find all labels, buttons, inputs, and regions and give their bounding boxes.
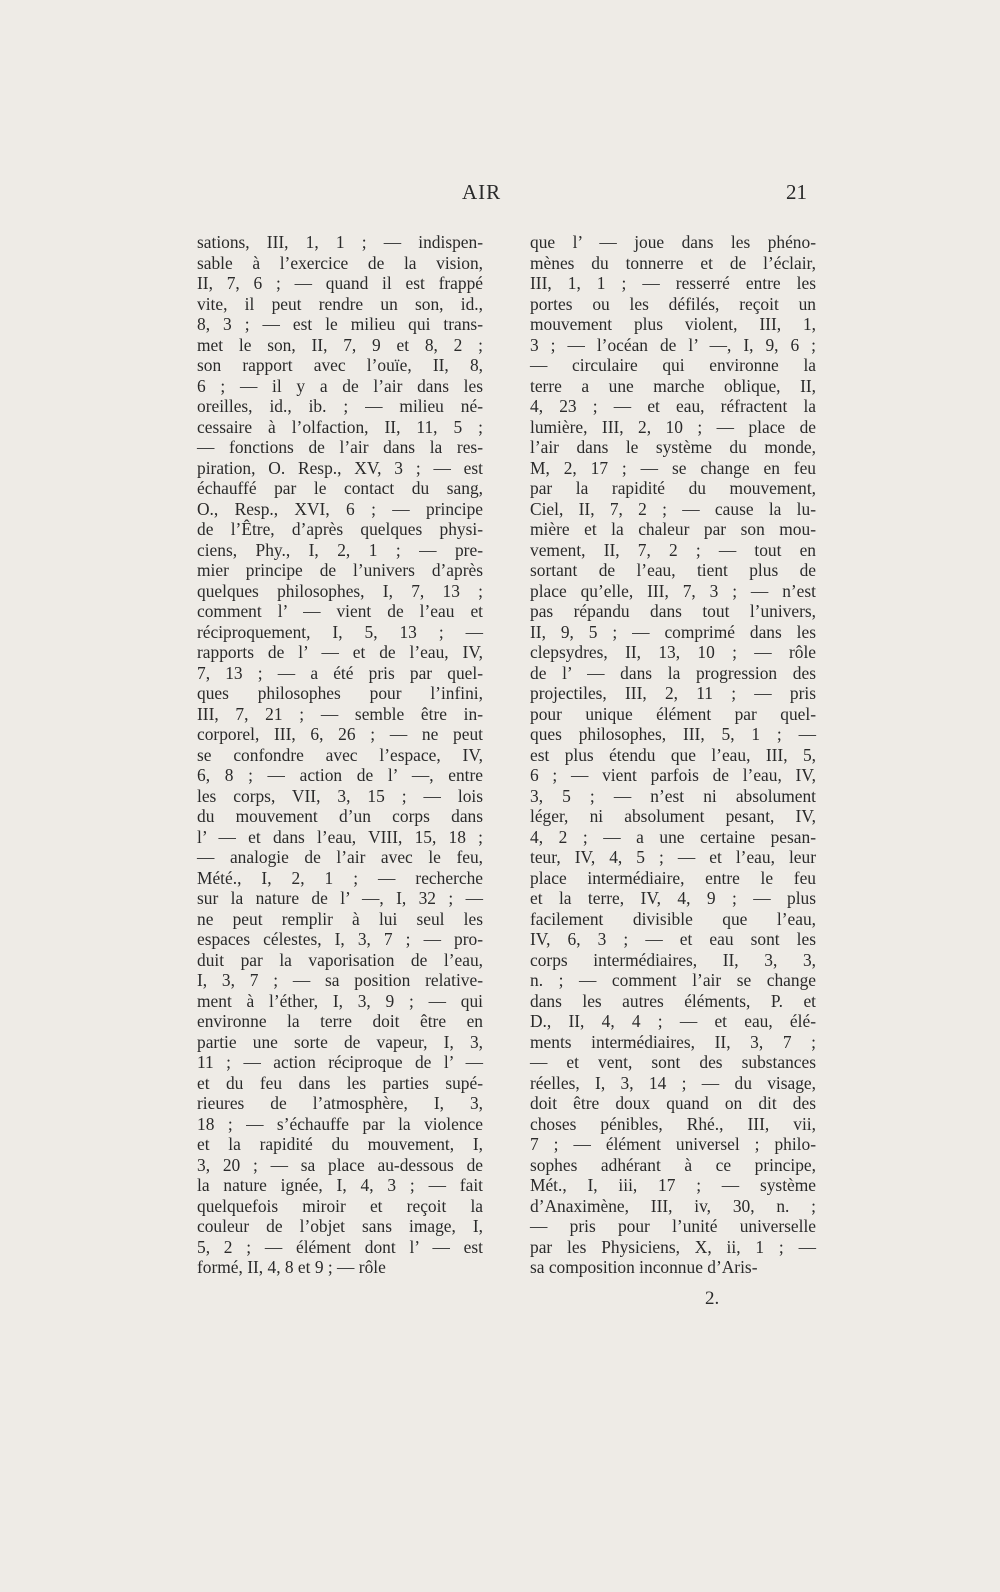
text-line: 3, 20 ; — sa place au-dessous de (197, 1154, 483, 1175)
left-column (197, 232, 483, 1278)
text-line: environne la terre doit être en (197, 1011, 483, 1031)
text-line: de l’Être, d’après quelques physi- (197, 519, 483, 539)
text-line: — analogie de l’air avec le feu, (197, 847, 483, 867)
text-line: 6 ; — vient parfois de l’eau, IV, (530, 765, 816, 785)
text-line: duit par la vaporisation de l’eau, (197, 949, 483, 970)
text-line: son rapport avec l’ouïe, II, 8, (197, 355, 483, 375)
text-line: sur la nature de l’ —, I, 32 ; — (197, 888, 483, 908)
text-line: — circulaire qui environne la (530, 355, 816, 375)
text-line: pas répandu dans tout l’univers, (530, 601, 816, 621)
text-line: ciens, Phy., I, 2, 1 ; — pre- (197, 539, 483, 560)
text-line: — et vent, sont des substances (530, 1052, 816, 1072)
text-line: couleur de l’objet sans image, I, (197, 1216, 483, 1236)
text-line: se confondre avec l’espace, IV, (197, 744, 483, 765)
text-line: III, 1, 1 ; — resserré entre les (530, 273, 816, 293)
running-head (0, 180, 1000, 210)
text-line: sations, III, 1, 1 ; — indispen- (197, 232, 483, 252)
text-line: pour unique élément par quel- (530, 703, 816, 724)
text-line: II, 9, 5 ; — comprimé dans les (530, 621, 816, 642)
text-line: comment l’ — vient de l’eau et (197, 601, 483, 621)
text-line: vite, il peut rendre un son, id., (197, 293, 483, 314)
text-line: par la rapidité du mouvement, (530, 478, 816, 498)
text-line: terre a une marche oblique, II, (530, 375, 816, 396)
right-column (530, 232, 816, 1278)
text-line: II, 7, 6 ; — quand il est frappé (197, 273, 483, 293)
text-line: portes ou les défilés, reçoit un (530, 293, 816, 314)
text-line: d’Anaximène, III, iv, 30, n. ; (530, 1195, 816, 1216)
text-line: ques philosophes, III, 5, 1 ; — (530, 724, 816, 744)
text-line: rieures de l’atmosphère, I, 3, (197, 1093, 483, 1113)
text-line: O., Resp., XVI, 6 ; — principe (197, 498, 483, 519)
text-line: facilement divisible que l’eau, (530, 908, 816, 929)
text-line: D., II, 4, 4 ; — et eau, élé- (530, 1011, 816, 1031)
text-line: M, 2, 17 ; — se change en feu (530, 457, 816, 478)
text-line: oreilles, id., ib. ; — milieu né- (197, 396, 483, 416)
text-line: réelles, I, 3, 14 ; — du visage, (530, 1072, 816, 1093)
text-line: — pris pour l’unité universelle (530, 1216, 816, 1236)
text-line: réciproquement, I, 5, 13 ; — (197, 621, 483, 642)
text-line: place intermédiaire, entre le feu (530, 867, 816, 888)
text-line: I, 3, 7 ; — sa position relative- (197, 970, 483, 990)
page-number: 21 (786, 180, 807, 204)
text-line: l’ — et dans l’eau, VIII, 15, 18 ; (197, 826, 483, 847)
text-line: IV, 6, 3 ; — et eau sont les (530, 929, 816, 949)
text-line: n. ; — comment l’air se change (530, 970, 816, 990)
text-line: ne peut remplir à lui seul les (197, 908, 483, 929)
text-line: Mét., I, iii, 17 ; — système (530, 1175, 816, 1195)
text-line: la nature ignée, I, 4, 3 ; — fait (197, 1175, 483, 1195)
text-line: 3, 5 ; — n’est ni absolument (530, 785, 816, 806)
text-line: dans les autres éléments, P. et (530, 990, 816, 1011)
text-line: 6 ; — il y a de l’air dans les (197, 375, 483, 396)
text-line: met le son, II, 7, 9 et 8, 2 ; (197, 334, 483, 355)
text-line: quelques philosophes, I, 7, 13 ; (197, 580, 483, 601)
text-line: mière et la chaleur par son mou- (530, 519, 816, 539)
text-line: l’air dans le système du monde, (530, 437, 816, 457)
text-line: 11 ; — action réciproque de l’ — (197, 1052, 483, 1072)
text-line: ment à l’éther, I, 3, 9 ; — qui (197, 990, 483, 1011)
text-line: léger, ni absolument pesant, IV, (530, 806, 816, 826)
text-line: corps intermédiaires, II, 3, 3, (530, 949, 816, 970)
text-line: cessaire à l’olfaction, II, 11, 5 ; (197, 416, 483, 437)
text-line: piration, O. Resp., XV, 3 ; — est (197, 457, 483, 478)
text-line: et du feu dans les parties supé- (197, 1072, 483, 1093)
text-line: du mouvement d’un corps dans (197, 806, 483, 826)
text-line: partie une sorte de vapeur, I, 3, (197, 1031, 483, 1052)
text-line: ments intermédiaires, II, 3, 7 ; (530, 1031, 816, 1052)
text-line: mènes du tonnerre et de l’éclair, (530, 252, 816, 273)
text-line: Mété., I, 2, 1 ; — recherche (197, 867, 483, 888)
text-line: 18 ; — s’échauffe par la violence (197, 1113, 483, 1134)
text-line: 4, 2 ; — a une certaine pesan- (530, 826, 816, 847)
text-line: 8, 3 ; — est le milieu qui trans- (197, 314, 483, 334)
text-line: mouvement plus violent, III, 1, (530, 314, 816, 334)
text-line: — fonctions de l’air dans la res- (197, 437, 483, 457)
text-line: teur, IV, 4, 5 ; — et l’eau, leur (530, 847, 816, 867)
text-line: et la terre, IV, 4, 9 ; — plus (530, 888, 816, 908)
text-line: quelquefois miroir et reçoit la (197, 1195, 483, 1216)
text-line: 7 ; — élément universel ; philo- (530, 1134, 816, 1154)
text-line: rapports de l’ — et de l’eau, IV, (197, 642, 483, 662)
text-line: doit être doux quand on dit des (530, 1093, 816, 1113)
text-line: 7, 13 ; — a été pris par quel- (197, 662, 483, 683)
text-line: et la rapidité du mouvement, I, (197, 1134, 483, 1154)
text-line: clepsydres, II, 13, 10 ; — rôle (530, 642, 816, 662)
text-line: 5, 2 ; — élément dont l’ — est (197, 1236, 483, 1257)
text-line: sa composition inconnue d’Aris- (530, 1257, 758, 1277)
text-line: est plus étendu que l’eau, III, 5, (530, 744, 816, 765)
text-line: Ciel, II, 7, 2 ; — cause la lu- (530, 498, 816, 519)
text-line: vement, II, 7, 2 ; — tout en (530, 539, 816, 560)
text-line: lumière, III, 2, 10 ; — place de (530, 416, 816, 437)
text-line: mier principe de l’univers d’après (197, 560, 483, 580)
text-line: formé, II, 4, 8 et 9 ; — rôle (197, 1257, 386, 1277)
signature-mark: 2. (705, 1288, 720, 1309)
text-line: de l’ — dans la progression des (530, 662, 816, 683)
text-line: 6, 8 ; — action de l’ —, entre (197, 765, 483, 785)
text-line: sophes adhérant à ce principe, (530, 1154, 816, 1175)
text-line: ques philosophes pour l’infini, (197, 683, 483, 703)
text-line: projectiles, III, 2, 11 ; — pris (530, 683, 816, 703)
text-line: 4, 23 ; — et eau, réfractent la (530, 396, 816, 416)
text-line: sable à l’exercice de la vision, (197, 252, 483, 273)
text-line: choses pénibles, Rhé., III, vii, (530, 1113, 816, 1134)
text-line: les corps, VII, 3, 15 ; — lois (197, 785, 483, 806)
text-line: III, 7, 21 ; — semble être in- (197, 703, 483, 724)
text-line: par les Physiciens, X, ii, 1 ; — (530, 1236, 816, 1257)
text-line: 3 ; — l’océan de l’ —, I, 9, 6 ; (530, 334, 816, 355)
text-line: place qu’elle, III, 7, 3 ; — n’est (530, 580, 816, 601)
text-line: que l’ — joue dans les phéno- (530, 232, 816, 252)
text-line: sortant de l’eau, tient plus de (530, 560, 816, 580)
text-line: espaces célestes, I, 3, 7 ; — pro- (197, 929, 483, 949)
text-line: échauffé par le contact du sang, (197, 478, 483, 498)
running-title: AIR (462, 180, 502, 204)
text-line: corporel, III, 6, 26 ; — ne peut (197, 724, 483, 744)
